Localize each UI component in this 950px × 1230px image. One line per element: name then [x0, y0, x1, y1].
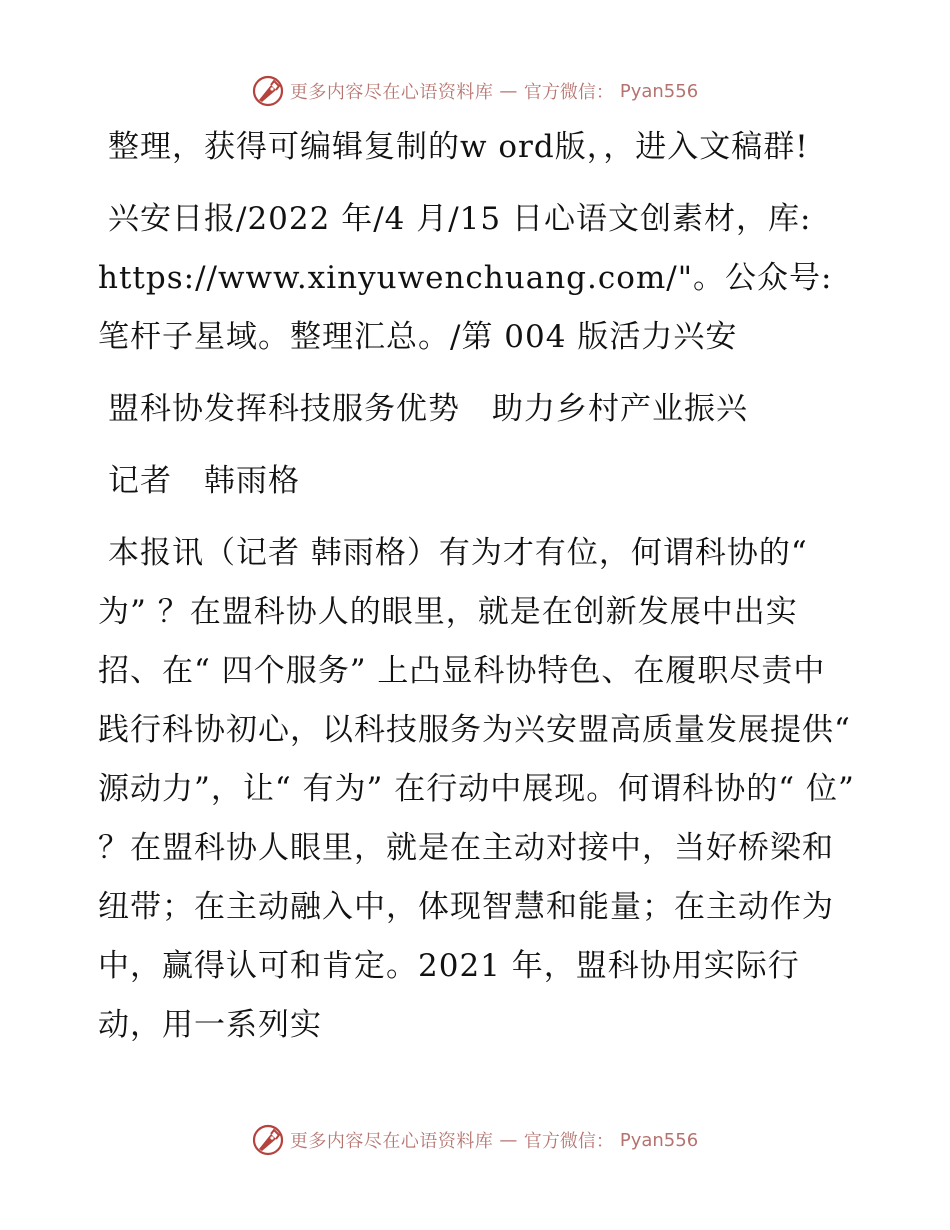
article-headline: 盟科协发挥科技服务优势 助力乡村产业振兴 [108, 391, 748, 427]
article-body: 本报讯（记者 韩雨格）有为才有位，何谓科协的“ 为” ？在盟科协人的眼里，就是在创新发展中出实招、在“ 四个服务” 上凸显科协特色、在履职尽责中践行科协初心，以科技服务为兴安盟高质量发展提供“ 源动力”，让“ 有为” 在行动中展现。何谓科协的“ 位” ？在盟科协人眼里，就是在主动对接中，当好桥梁和纽带；在主动融入中，体现智慧和能量；在主动作为中，赢得认可和肯定。2021 年，盟科协用实际行动，用一系列实 [98, 535, 855, 1043]
footer-watermark [0, 1120, 950, 1160]
pen-nib-logo-icon [252, 1124, 284, 1156]
watermark-slogan: 更多内容尽在心语资料库 [289, 1131, 494, 1152]
watermark-wechat-id: Pyan556 [619, 80, 699, 102]
paragraph-source: 兴安日报/2022 年/4 月/15 日心语文创素材，库: https://www.xinyuwenchuang.com/"。公众号: 笔杆子星域。整理汇总。/第 004 版活力兴安 [98, 201, 833, 355]
document-body [98, 118, 856, 1068]
watermark-slogan: 更多内容尽在心语资料库 [289, 82, 494, 103]
watermark-wechat-id: Pyan556 [619, 1129, 699, 1151]
watermark-wechat-label: 官方微信： [523, 82, 614, 103]
pen-nib-logo-icon [252, 75, 284, 107]
watermark-dash: — [499, 1129, 518, 1151]
paragraph-intro: 整理，获得可编辑复制的w ord版，，进入文稿群! [108, 129, 809, 165]
header-watermark [0, 71, 950, 111]
watermark-dash: — [499, 80, 518, 102]
watermark-wechat-label: 官方微信： [523, 1131, 614, 1152]
article-byline: 记者 韩雨格 [108, 463, 300, 499]
